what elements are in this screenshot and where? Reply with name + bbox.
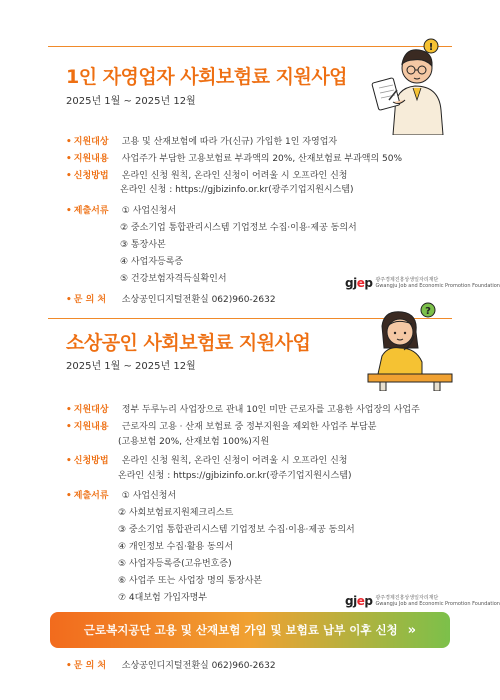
- row-label: 지원내용: [73, 154, 109, 164]
- section-self-employed: [0, 0, 500, 318]
- logo-org-name-en: Gwangju Job and Economic Promotion Foundation: [375, 601, 500, 607]
- document-item: ④ 사업자등록증: [120, 257, 184, 267]
- double-chevron-right-icon: »: [407, 622, 417, 638]
- row-value: 고용 및 산재보험에 따라 가(신규) 가입한 1인 자영업자: [121, 137, 338, 147]
- document-item: ② 사회보험료지원체크리스트: [118, 508, 234, 518]
- contact-row: • 문 의 처 소상공인디지털전환실 062)960-2632: [66, 295, 276, 305]
- section1-title: 1인 자영업자 사회보험료 지원사업: [66, 66, 348, 88]
- row-value: 온라인 신청 원칙, 온라인 신청이 어려울 시 오프라인 신청: [121, 171, 348, 181]
- section2-title: 소상공인 사회보험료 지원사업: [66, 332, 311, 354]
- document-item: ⑤ 사업자등록증(고유번호증): [118, 559, 232, 569]
- support-content-row: • 지원내용 근로자의 고용 · 산재 보험료 중 정부지원을 제외한 사업주 부담분: [66, 422, 377, 432]
- document-item: ④ 개인정보 수집·활용 동의서: [118, 542, 234, 552]
- document-item: ② 중소기업 통합관리시스템 기업정보 수집·이용·제공 동의서: [120, 223, 357, 233]
- online-apply-link[interactable]: 온라인 신청 : https://gjbizinfo.or.kr(광주기업지원시스템): [118, 471, 352, 481]
- contact-row: • 문 의 처 소상공인디지털전환실 062)960-2632: [66, 661, 276, 671]
- logo-org-name: 광주경제진흥상생일자리재단: [375, 595, 439, 601]
- apply-method-row: • 신청방법 온라인 신청 원칙, 온라인 신청이 어려울 시 오프라인 신청: [66, 171, 348, 181]
- document-item: ⑦ 4대보험 가입자명부: [118, 593, 208, 603]
- row-label: 지원대상: [73, 137, 109, 147]
- section1-period: 2025년 1월 ~ 2025년 12월: [66, 96, 196, 107]
- row-label: 지원내용: [73, 422, 109, 432]
- row-value: 온라인 신청 원칙, 온라인 신청이 어려울 시 오프라인 신청: [121, 456, 348, 466]
- documents-row: • 제출서류 ① 사업신청서: [66, 491, 177, 501]
- thinking-person-illustration: [360, 296, 460, 391]
- document-item: ① 사업신청서: [121, 491, 177, 501]
- cta-label: 근로복지공단 고용 및 산재보험 가입 및 보험료 납부 이후 신청: [83, 623, 398, 637]
- document-item: ③ 통장사본: [120, 240, 166, 250]
- section2-period: 2025년 1월 ~ 2025년 12월: [66, 361, 196, 372]
- svg-text:!: !: [428, 42, 434, 53]
- online-apply-link[interactable]: 온라인 신청 : https://gjbizinfo.or.kr(광주기업지원시스템): [120, 185, 354, 195]
- logo-org-name-en: Gwangju Job and Economic Promotion Foundation: [375, 283, 500, 289]
- row-value: 사업주가 부담한 고용보험료 부과액의 20%, 산재보험료 부과액의 50%: [121, 154, 403, 164]
- logo-mark: gjep: [345, 276, 373, 290]
- documents-row: • 제출서류 ① 사업신청서: [66, 206, 177, 216]
- row-value: 근로자의 고용 · 산재 보험료 중 정부지원을 제외한 사업주 부담분: [121, 422, 377, 432]
- writing-person-illustration: [355, 30, 465, 135]
- row-label: 지원대상: [73, 405, 109, 415]
- apply-after-insurance-button[interactable]: [50, 612, 450, 648]
- row-label: 문 의 처: [73, 661, 107, 671]
- contact-value: 소상공인디지털전환실 062)960-2632: [121, 295, 276, 305]
- row-label: 문 의 처: [73, 295, 107, 305]
- contact-value: 소상공인디지털전환실 062)960-2632: [121, 661, 276, 671]
- row-value: 정부 두루누리 사업장으로 관내 10인 미만 근로자를 고용한 사업장의 사업주: [121, 405, 420, 415]
- row-label: 제출서류: [73, 491, 109, 501]
- document-item: ③ 중소기업 통합관리시스템 기업정보 수집·이용·제공 동의서: [118, 525, 355, 535]
- foundation-logo: [345, 594, 500, 608]
- document-item: ① 사업신청서: [121, 206, 177, 216]
- support-content-detail: (고용보험 20%, 산재보험 100%)지원: [118, 437, 270, 447]
- document-item: ⑤ 건강보험자격득실확인서: [120, 274, 227, 284]
- logo-mark: gjep: [345, 594, 373, 608]
- row-label: 제출서류: [73, 206, 109, 216]
- support-target-row: • 지원대상 고용 및 산재보험에 따라 가(신규) 가입한 1인 자영업자: [66, 137, 338, 147]
- row-label: 신청방법: [73, 171, 109, 181]
- support-content-row: • 지원내용 사업주가 부담한 고용보험료 부과액의 20%, 산재보험료 부과액의 50%: [66, 154, 403, 164]
- foundation-logo: [345, 276, 500, 290]
- support-target-row: • 지원대상 정부 두루누리 사업장으로 관내 10인 미만 근로자를 고용한 사업장의 사업주: [66, 405, 420, 415]
- logo-org-name: 광주경제진흥상생일자리재단: [375, 277, 439, 283]
- apply-method-row: • 신청방법 온라인 신청 원칙, 온라인 신청이 어려울 시 오프라인 신청: [66, 456, 348, 466]
- row-label: 신청방법: [73, 456, 109, 466]
- svg-text:?: ?: [425, 306, 431, 317]
- document-item: ⑥ 사업주 또는 사업장 명의 통장사본: [118, 576, 263, 586]
